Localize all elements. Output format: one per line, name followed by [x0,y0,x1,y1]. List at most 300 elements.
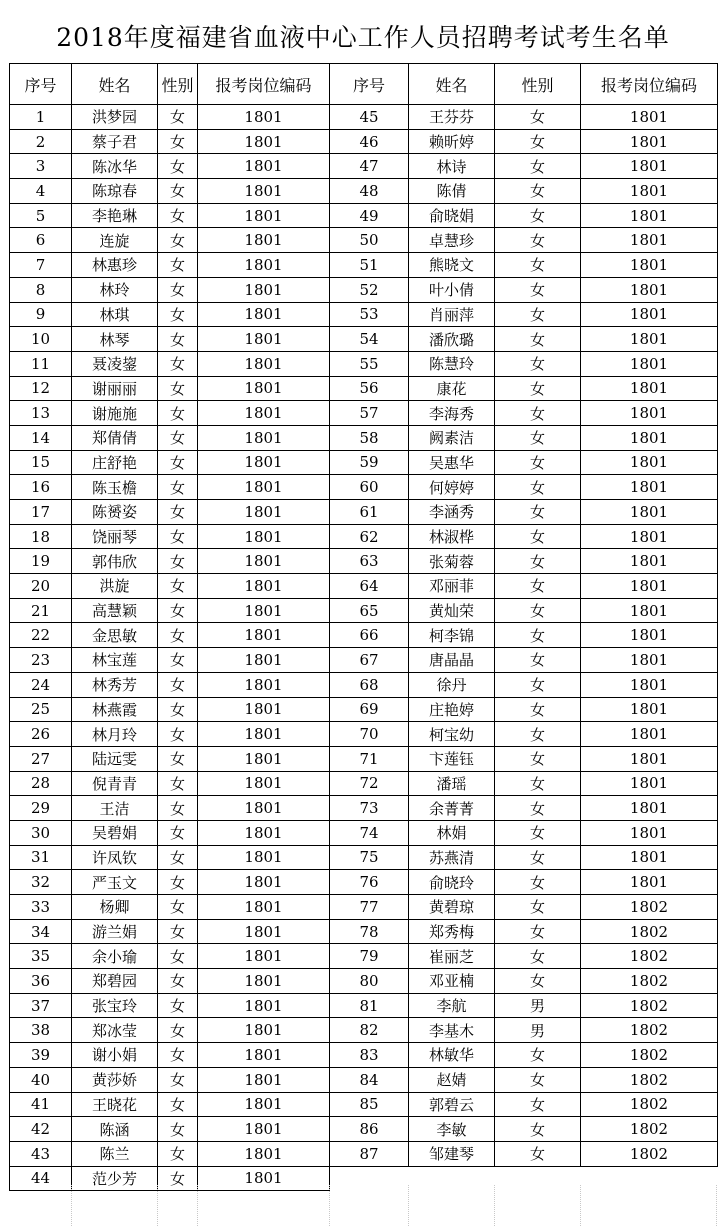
table-row [10,722,718,747]
cell-gender: 女 [495,1117,581,1142]
cell-gender: 女 [495,500,581,525]
cell-name: 倪青青 [72,771,158,796]
cell-post-code: 1801 [198,524,330,549]
cell-seq: 6 [10,228,72,253]
cell-post-code: 1801 [198,425,330,450]
cell-gender: 女 [158,746,198,771]
cell-seq: 44 [10,1166,72,1191]
cell-post-code: 1801 [198,105,330,130]
cell-name: 郑倩倩 [72,425,158,450]
cell-name: 余菁菁 [409,796,495,821]
header-seq: 序号 [10,64,72,105]
cell-post-code: 1801 [581,376,718,401]
cell-name: 蔡子君 [72,129,158,154]
cell-post-code: 1801 [198,944,330,969]
cell-post-code: 1801 [198,253,330,278]
cell-post-code: 1801 [581,598,718,623]
cell-post-code: 1801 [198,203,330,228]
cell-post-code: 1801 [198,574,330,599]
cell-post-code: 1801 [198,1018,330,1043]
cell-name: 林琴 [72,327,158,352]
cell-gender: 女 [495,1043,581,1068]
cell-seq: 7 [10,253,72,278]
cell-seq: 23 [10,648,72,673]
cell-name: 林玲 [72,277,158,302]
cell-post-code: 1801 [198,500,330,525]
cell-seq: 28 [10,771,72,796]
cell-seq: 52 [330,277,409,302]
cell-gender: 女 [158,796,198,821]
table-row [10,154,718,179]
cell-name: 邓丽菲 [409,574,495,599]
cell-gender: 女 [158,1018,198,1043]
cell-seq: 2 [10,129,72,154]
cell-seq: 5 [10,203,72,228]
table-row [10,820,718,845]
cell-seq: 66 [330,623,409,648]
cell-name: 陈涵 [72,1117,158,1142]
cell-post-code: 1801 [581,154,718,179]
table-row [10,475,718,500]
table-row [10,500,718,525]
cell-seq: 86 [330,1117,409,1142]
cell-name: 郑秀梅 [409,919,495,944]
cell-gender: 女 [158,895,198,920]
cell-name: 黄碧琼 [409,895,495,920]
cell-gender: 女 [495,969,581,994]
cell-post-code: 1801 [581,327,718,352]
cell-seq: 47 [330,154,409,179]
cell-gender: 女 [495,845,581,870]
cell-post-code: 1801 [581,277,718,302]
cell-post-code: 1801 [581,623,718,648]
table-row [10,1018,718,1043]
cell-seq: 25 [10,697,72,722]
cell-seq: 15 [10,450,72,475]
table-row [10,1141,718,1166]
cell-gender: 女 [495,549,581,574]
cell-gender: 女 [495,746,581,771]
cell-seq: 79 [330,944,409,969]
cell-gender: 女 [495,623,581,648]
cell-name: 俞晓娟 [409,203,495,228]
cell-name: 严玉文 [72,870,158,895]
cell-seq: 20 [10,574,72,599]
cell-gender: 女 [158,450,198,475]
candidate-table [9,63,718,1191]
table-row [10,203,718,228]
cell-seq: 61 [330,500,409,525]
cell-gender: 女 [495,302,581,327]
cell-name: 林月玲 [72,722,158,747]
cell-name: 连旋 [72,228,158,253]
cell-seq: 36 [10,969,72,994]
cell-gender: 女 [495,944,581,969]
cell-seq: 41 [10,1092,72,1117]
cell-seq: 62 [330,524,409,549]
cell-post-code: 1801 [198,1067,330,1092]
cell-name: 陈冰华 [72,154,158,179]
cell-name: 李敏 [409,1117,495,1142]
cell-gender: 女 [495,1141,581,1166]
cell-gender: 女 [495,820,581,845]
cell-seq: 43 [10,1141,72,1166]
cell-gender: 女 [495,697,581,722]
cell-seq: 1 [10,105,72,130]
cell-post-code: 1802 [581,1018,718,1043]
cell-name: 吴惠华 [409,450,495,475]
table-row [10,1043,718,1068]
cell-gender: 女 [495,796,581,821]
cell-post-code: 1801 [198,179,330,204]
cell-gender: 女 [158,228,198,253]
cell-seq: 73 [330,796,409,821]
cell-gender: 女 [158,327,198,352]
cell-name: 吴碧娟 [72,820,158,845]
cell-post-code: 1801 [581,425,718,450]
cell-seq: 34 [10,919,72,944]
cell-seq: 74 [330,820,409,845]
cell-post-code: 1801 [198,895,330,920]
cell-seq: 57 [330,401,409,426]
cell-gender: 女 [158,574,198,599]
cell-name: 林娟 [409,820,495,845]
cell-post-code: 1801 [581,228,718,253]
cell-seq: 49 [330,203,409,228]
cell-seq: 40 [10,1067,72,1092]
table-row [10,1092,718,1117]
cell-name: 赵婧 [409,1067,495,1092]
cell-post-code: 1801 [581,697,718,722]
cell-seq: 26 [10,722,72,747]
cell-gender: 女 [495,598,581,623]
cell-name: 阙素洁 [409,425,495,450]
cell-name: 郑碧园 [72,969,158,994]
cell-name: 郭碧云 [409,1092,495,1117]
cell-post-code: 1801 [581,129,718,154]
cell-name: 陈慧玲 [409,351,495,376]
cell-seq: 45 [330,105,409,130]
cell-gender: 女 [158,1043,198,1068]
cell-gender: 女 [495,425,581,450]
cell-gender: 女 [495,524,581,549]
header-row [10,64,718,105]
cell-gender: 女 [495,1092,581,1117]
cell-post-code: 1801 [581,302,718,327]
cell-seq: 39 [10,1043,72,1068]
cell-seq: 13 [10,401,72,426]
cell-gender: 女 [495,722,581,747]
cell-post-code: 1801 [198,697,330,722]
cell-seq: 72 [330,771,409,796]
cell-seq: 33 [10,895,72,920]
cell-name: 邹建琴 [409,1141,495,1166]
cell-seq: 46 [330,129,409,154]
cell-post-code: 1801 [198,969,330,994]
cell-post-code: 1802 [581,1092,718,1117]
header-gender: 性别 [495,64,581,105]
cell-gender: 女 [495,277,581,302]
cell-name: 陈倩 [409,179,495,204]
cell-seq: 4 [10,179,72,204]
cell-name: 邓亚楠 [409,969,495,994]
cell-name: 许凤钦 [72,845,158,870]
cell-name: 林宝莲 [72,648,158,673]
cell-name: 肖丽萍 [409,302,495,327]
cell-name: 黄莎娇 [72,1067,158,1092]
cell-name: 林琪 [72,302,158,327]
cell-name: 游兰娟 [72,919,158,944]
cell-post-code: 1801 [581,820,718,845]
cell-gender: 女 [158,648,198,673]
cell-gender: 女 [158,697,198,722]
cell-gender: 男 [495,993,581,1018]
table-row [10,993,718,1018]
cell-gender: 女 [495,475,581,500]
table-row [10,376,718,401]
cell-post-code: 1801 [198,376,330,401]
cell-post-code: 1801 [198,129,330,154]
cell-name: 张宝玲 [72,993,158,1018]
cell-name: 叶小倩 [409,277,495,302]
cell-post-code: 1802 [581,1141,718,1166]
table-row [10,648,718,673]
cell-post-code: 1801 [581,574,718,599]
cell-name: 谢小娟 [72,1043,158,1068]
cell-post-code: 1801 [198,450,330,475]
cell-seq: 16 [10,475,72,500]
cell-post-code: 1802 [581,919,718,944]
cell-post-code: 1801 [198,746,330,771]
cell-gender: 女 [495,771,581,796]
cell-seq: 37 [10,993,72,1018]
cell-post-code: 1802 [581,1067,718,1092]
cell-post-code: 1801 [198,1117,330,1142]
cell-seq: 75 [330,845,409,870]
cell-seq: 38 [10,1018,72,1043]
cell-gender: 女 [158,919,198,944]
cell-name: 庄舒艳 [72,450,158,475]
table-row [10,697,718,722]
cell-gender: 女 [495,327,581,352]
cell-gender: 女 [495,376,581,401]
cell-seq: 81 [330,993,409,1018]
cell-name: 洪旋 [72,574,158,599]
cell-post-code: 1801 [581,450,718,475]
cell-seq: 69 [330,697,409,722]
cell-seq: 10 [10,327,72,352]
cell-post-code: 1801 [198,796,330,821]
table-row [10,598,718,623]
cell-gender: 女 [495,574,581,599]
table-row [10,327,718,352]
cell-name: 李基木 [409,1018,495,1043]
cell-post-code: 1801 [581,796,718,821]
cell-name: 陈琼春 [72,179,158,204]
cell-name: 崔丽芝 [409,944,495,969]
cell-name: 潘欣璐 [409,327,495,352]
cell-post-code: 1801 [198,228,330,253]
cell-gender: 女 [495,870,581,895]
cell-seq: 54 [330,327,409,352]
cell-gender: 女 [495,253,581,278]
cell-name: 林诗 [409,154,495,179]
cell-gender: 女 [158,1166,198,1191]
cell-post-code: 1801 [198,154,330,179]
cell-name: 林敏华 [409,1043,495,1068]
cell-post-code: 1801 [198,771,330,796]
cell-seq: 65 [330,598,409,623]
cell-name: 杨卿 [72,895,158,920]
cell-name: 谢丽丽 [72,376,158,401]
cell-seq: 63 [330,549,409,574]
table-row [10,944,718,969]
table-row [10,179,718,204]
table-row [10,919,718,944]
cell-name: 唐晶晶 [409,648,495,673]
table-row [10,302,718,327]
cell-post-code: 1801 [581,203,718,228]
cell-seq: 8 [10,277,72,302]
table-row [10,253,718,278]
cell-name: 柯李锦 [409,623,495,648]
cell-gender: 女 [158,376,198,401]
cell-post-code: 1801 [198,623,330,648]
cell-seq: 42 [10,1117,72,1142]
cell-seq: 83 [330,1043,409,1068]
cell-post-code: 1801 [198,820,330,845]
cell-name: 林燕霞 [72,697,158,722]
cell-gender: 女 [495,672,581,697]
cell-post-code: 1801 [581,722,718,747]
cell-post-code: 1801 [198,327,330,352]
cell-post-code: 1801 [581,500,718,525]
header-name: 姓名 [72,64,158,105]
cell-post-code: 1801 [581,746,718,771]
cell-gender: 女 [158,425,198,450]
cell-post-code: 1801 [581,524,718,549]
table-row [10,1067,718,1092]
cell-post-code: 1801 [198,1043,330,1068]
cell-seq: 12 [10,376,72,401]
cell-seq: 64 [330,574,409,599]
table-row [10,228,718,253]
sheet-gridlines [0,1185,726,1226]
cell-post-code: 1801 [581,845,718,870]
header-seq: 序号 [330,64,409,105]
cell-gender: 男 [495,1018,581,1043]
table-row [10,870,718,895]
cell-post-code: 1801 [198,549,330,574]
cell-seq: 3 [10,154,72,179]
cell-name: 俞晓玲 [409,870,495,895]
cell-seq: 60 [330,475,409,500]
cell-seq: 68 [330,672,409,697]
cell-name: 柯宝幼 [409,722,495,747]
cell-seq: 48 [330,179,409,204]
cell-gender: 女 [495,179,581,204]
cell-post-code: 1801 [581,475,718,500]
cell-gender: 女 [158,969,198,994]
table-row [10,845,718,870]
cell-seq: 70 [330,722,409,747]
cell-seq: 78 [330,919,409,944]
table-row [10,425,718,450]
cell-gender: 女 [158,845,198,870]
cell-gender: 女 [495,1067,581,1092]
table-row [10,129,718,154]
cell-post-code: 1802 [581,993,718,1018]
cell-seq: 77 [330,895,409,920]
cell-gender: 女 [158,179,198,204]
cell-gender: 女 [158,598,198,623]
cell-seq: 24 [10,672,72,697]
cell-gender: 女 [158,870,198,895]
cell-name: 林秀芳 [72,672,158,697]
cell-seq: 51 [330,253,409,278]
cell-gender: 女 [158,1067,198,1092]
cell-name: 李艳琳 [72,203,158,228]
table-row [10,105,718,130]
cell-gender: 女 [495,351,581,376]
cell-post-code: 1801 [581,771,718,796]
cell-seq: 71 [330,746,409,771]
cell-post-code: 1801 [198,722,330,747]
table-row [10,549,718,574]
cell-gender: 女 [158,129,198,154]
cell-gender: 女 [158,549,198,574]
cell-name: 赖昕婷 [409,129,495,154]
cell-name: 熊晓文 [409,253,495,278]
cell-post-code: 1801 [198,870,330,895]
table-row [10,672,718,697]
cell-post-code: 1801 [198,302,330,327]
cell-name: 陈玉檐 [72,475,158,500]
header-name: 姓名 [409,64,495,105]
cell-gender: 女 [158,500,198,525]
cell-seq: 76 [330,870,409,895]
table-row [10,277,718,302]
cell-name: 金思敏 [72,623,158,648]
cell-gender: 女 [158,475,198,500]
cell-post-code: 1801 [198,277,330,302]
cell-post-code: 1801 [198,648,330,673]
cell-gender: 女 [495,203,581,228]
cell-post-code: 1801 [198,475,330,500]
cell-name: 何婷婷 [409,475,495,500]
cell-post-code: 1801 [198,1092,330,1117]
table-row [10,895,718,920]
table-row [10,796,718,821]
cell-post-code: 1802 [581,1117,718,1142]
cell-post-code: 1802 [581,944,718,969]
cell-post-code: 1801 [198,672,330,697]
cell-seq: 21 [10,598,72,623]
cell-post-code: 1801 [198,919,330,944]
cell-seq: 17 [10,500,72,525]
cell-gender: 女 [158,203,198,228]
cell-gender: 女 [495,648,581,673]
table-row [10,524,718,549]
cell-seq: 80 [330,969,409,994]
cell-seq: 50 [330,228,409,253]
cell-name: 聂凌鋆 [72,351,158,376]
cell-seq: 55 [330,351,409,376]
cell-gender: 女 [158,820,198,845]
cell-name: 郑冰莹 [72,1018,158,1043]
cell-gender: 女 [158,401,198,426]
table-row [10,623,718,648]
